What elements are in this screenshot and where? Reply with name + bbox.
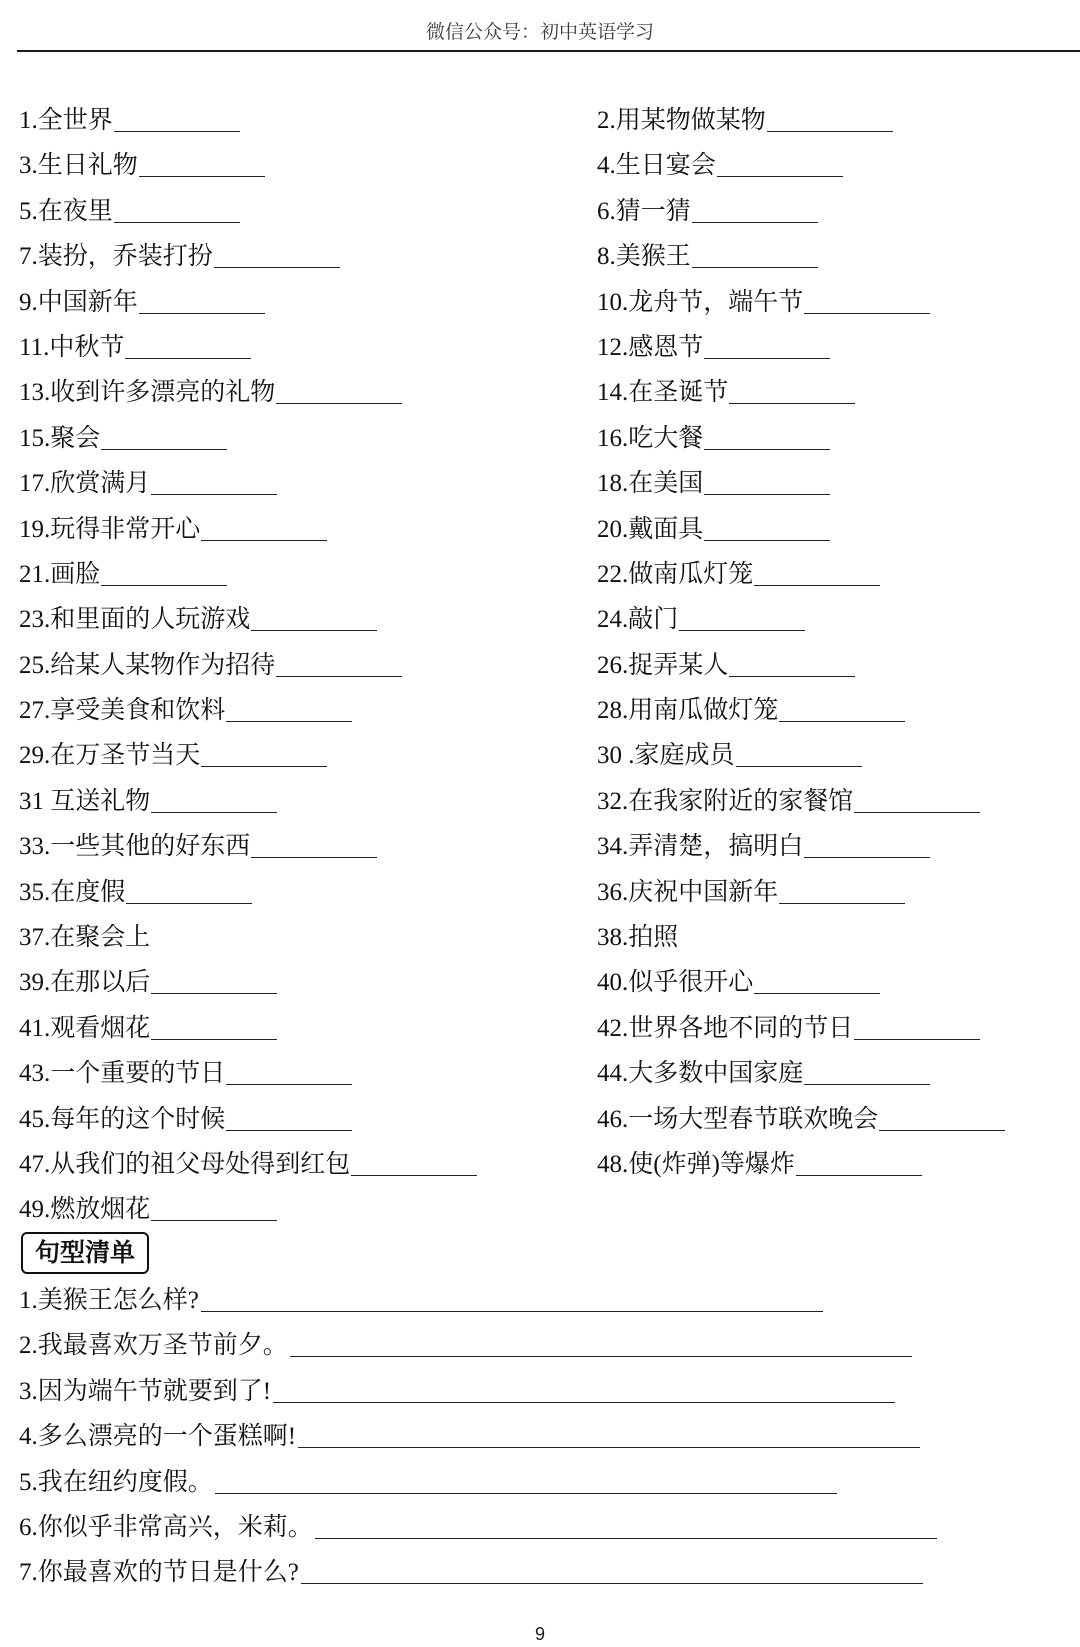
sentence-text: 7.你最喜欢的节日是什么? [19, 1559, 299, 1587]
answer-blank [754, 973, 880, 994]
phrase-item [19, 189, 597, 234]
answer-blank [717, 156, 843, 177]
phrase-item [597, 733, 1059, 778]
phrase-list [19, 98, 1059, 1233]
answer-blank [754, 565, 880, 586]
phrase-item [597, 189, 1059, 234]
phrase-item [597, 688, 1059, 733]
sentence-item [19, 1505, 1069, 1550]
answer-blank [125, 338, 251, 359]
phrase-text: 5.在夜里 [19, 197, 113, 225]
sentence-text: 5.我在纽约度假。 [19, 1468, 213, 1496]
phrase-item [597, 507, 1059, 552]
answer-blank [704, 429, 830, 450]
answer-blank [114, 111, 240, 132]
phrase-item [597, 915, 1059, 960]
phrase-text: 37.在聚会上 [19, 924, 151, 952]
phrase-text: 30 .家庭成员 [597, 742, 735, 770]
answer-blank [101, 565, 227, 586]
page-number: 9 [534, 1624, 545, 1644]
phrase-text: 20.戴面具 [597, 515, 704, 543]
answer-blank [692, 202, 818, 223]
phrase-item [19, 688, 597, 733]
answer-blank [139, 156, 265, 177]
phrase-text: 9.中国新年 [19, 288, 138, 316]
phrase-text: 22.做南瓜灯笼 [597, 560, 754, 588]
phrase-item [597, 143, 1059, 188]
page-header-title: 微信公众号：初中英语学习 [425, 22, 654, 43]
sentence-item [19, 1550, 1069, 1595]
phrase-text: 12.感恩节 [597, 333, 704, 361]
phrase-item [19, 507, 597, 552]
answer-blank [704, 474, 830, 495]
phrase-text: 32.在我家附近的家餐馆 [597, 787, 854, 815]
phrase-text: 31 互送礼物 [19, 787, 151, 815]
answer-blank [214, 247, 340, 268]
phrase-text: 7.装扮，乔装打扮 [19, 243, 213, 271]
phrase-text: 15.聚会 [19, 424, 101, 452]
phrase-text: 16.吃大餐 [597, 424, 704, 452]
phrase-text: 43.一个重要的节日 [19, 1060, 226, 1088]
section-heading: 句型清单 [21, 1232, 149, 1274]
phrase-text: 6.猜一猜 [597, 197, 691, 225]
answer-blank [804, 1064, 930, 1085]
sentence-list [19, 1278, 1069, 1596]
answer-blank [226, 1110, 352, 1131]
phrase-text: 14.在圣诞节 [597, 379, 729, 407]
phrase-text: 25.给某人某物作为招待 [19, 651, 276, 679]
phrase-item [19, 280, 597, 325]
phrase-item [19, 643, 597, 688]
phrase-text: 1.全世界 [19, 107, 113, 134]
answer-line [301, 1563, 923, 1584]
phrase-text: 49.燃放烟花 [19, 1196, 151, 1224]
answer-blank [251, 837, 377, 858]
phrase-item [597, 1006, 1059, 1051]
phrase-item [19, 461, 597, 506]
answer-blank [251, 610, 377, 631]
phrase-item [597, 416, 1059, 461]
phrase-item [19, 733, 597, 778]
phrase-item [597, 1142, 1059, 1187]
answer-line [201, 1291, 823, 1312]
phrase-text: 41.观看烟花 [19, 1014, 151, 1042]
sentence-item [19, 1460, 1069, 1505]
answer-blank [879, 1110, 1005, 1131]
phrase-item [597, 960, 1059, 1005]
answer-line [298, 1427, 920, 1448]
answer-blank [351, 1155, 477, 1176]
phrase-text: 40.似乎很开心 [597, 969, 754, 997]
phrase-item [19, 870, 597, 915]
phrase-text: 28.用南瓜做灯笼 [597, 697, 779, 725]
phrase-text: 4.生日宴会 [597, 152, 716, 180]
answer-blank [692, 247, 818, 268]
sentence-text: 6.你似乎非常高兴，米莉。 [19, 1513, 313, 1541]
phrase-text: 11.中秋节 [19, 333, 125, 361]
sentence-item [19, 1414, 1069, 1459]
answer-line [290, 1336, 912, 1357]
answer-blank [276, 656, 402, 677]
answer-blank [101, 429, 227, 450]
sentence-item [19, 1278, 1069, 1323]
answer-blank [767, 111, 893, 132]
phrase-text: 23.和里面的人玩游戏 [19, 606, 251, 634]
answer-blank [276, 383, 402, 404]
answer-blank [729, 383, 855, 404]
answer-blank [151, 1019, 277, 1040]
phrase-text: 29.在万圣节当天 [19, 742, 201, 770]
phrase-item [597, 98, 1059, 143]
phrase-item [19, 597, 597, 642]
phrase-item [19, 143, 597, 188]
phrase-item [597, 552, 1059, 597]
sentence-text: 4.多么漂亮的一个蛋糕啊! [19, 1423, 297, 1451]
answer-blank [126, 883, 252, 904]
phrase-item [19, 370, 597, 415]
phrase-item [597, 1051, 1059, 1096]
phrase-text: 35.在度假 [19, 878, 126, 906]
phrase-item [19, 552, 597, 597]
answer-blank [779, 883, 905, 904]
phrase-text: 39.在那以后 [19, 969, 151, 997]
answer-line [215, 1473, 837, 1494]
phrase-item [597, 280, 1059, 325]
answer-blank [226, 1064, 352, 1085]
answer-blank [114, 202, 240, 223]
answer-blank [804, 837, 930, 858]
answer-blank [854, 792, 980, 813]
answer-line [273, 1382, 895, 1403]
phrase-text: 33.一些其他的好东西 [19, 833, 251, 861]
phrase-item [19, 779, 597, 824]
phrase-text: 3.生日礼物 [19, 152, 138, 180]
answer-blank [151, 474, 277, 495]
phrase-text: 47.从我们的祖父母处得到红包 [19, 1150, 351, 1178]
phrase-text: 24.敲门 [597, 606, 679, 634]
phrase-item [19, 98, 597, 143]
sentence-text: 1.美猴王怎么样? [19, 1287, 199, 1314]
answer-blank [139, 293, 265, 314]
phrase-text: 17.欣赏满月 [19, 470, 151, 498]
phrase-text: 13.收到许多漂亮的礼物 [19, 379, 276, 407]
phrase-item [597, 370, 1059, 415]
phrase-item [597, 461, 1059, 506]
phrase-text: 19.玩得非常开心 [19, 515, 201, 543]
phrase-text: 42.世界各地不同的节日 [597, 1014, 854, 1042]
answer-blank [201, 520, 327, 541]
answer-blank [854, 1019, 980, 1040]
phrase-text: 26.捉弄某人 [597, 651, 729, 679]
phrase-item [19, 1051, 597, 1096]
answer-blank [151, 1200, 277, 1221]
phrase-text: 36.庆祝中国新年 [597, 878, 779, 906]
phrase-text: 48.使(炸弹)等爆炸 [597, 1150, 795, 1178]
phrase-text: 8.美猴王 [597, 243, 691, 271]
sentence-text: 2.我最喜欢万圣节前夕。 [19, 1332, 288, 1360]
sentence-item [19, 1323, 1069, 1368]
phrase-item [19, 1097, 597, 1142]
phrase-text: 2.用某物做某物 [597, 107, 766, 134]
phrase-item [597, 870, 1059, 915]
phrase-item [19, 416, 597, 461]
answer-blank [151, 973, 277, 994]
answer-blank [704, 520, 830, 541]
answer-blank [704, 338, 830, 359]
phrase-item [19, 824, 597, 869]
phrase-item [19, 234, 597, 279]
answer-blank [679, 610, 805, 631]
phrase-item [19, 1142, 597, 1187]
answer-blank [729, 656, 855, 677]
phrase-item [597, 779, 1059, 824]
phrase-item [597, 643, 1059, 688]
phrase-text: 34.弄清楚，搞明白 [597, 833, 804, 861]
phrase-text: 38.拍照 [597, 924, 679, 952]
answer-blank [201, 746, 327, 767]
phrase-item [19, 960, 597, 1005]
phrase-text: 18.在美国 [597, 470, 704, 498]
answer-blank [736, 746, 862, 767]
phrase-item [19, 1187, 597, 1232]
phrase-text: 46.一场大型春节联欢晚会 [597, 1105, 879, 1133]
phrase-item [19, 915, 597, 960]
phrase-item [597, 824, 1059, 869]
answer-blank [804, 293, 930, 314]
phrase-item [597, 597, 1059, 642]
answer-line [315, 1518, 937, 1539]
answer-blank [151, 792, 277, 813]
phrase-text: 27.享受美食和饮料 [19, 697, 226, 725]
sentence-item [19, 1369, 1069, 1414]
header-divider [17, 50, 1080, 52]
phrase-item [19, 325, 597, 370]
phrase-text: 44.大多数中国家庭 [597, 1060, 804, 1088]
phrase-text: 10.龙舟节，端午节 [597, 288, 804, 316]
phrase-item [597, 325, 1059, 370]
phrase-item [19, 1006, 597, 1051]
phrase-item [597, 234, 1059, 279]
phrase-item [597, 1097, 1059, 1142]
phrase-text: 21.画脸 [19, 560, 101, 588]
answer-blank [226, 701, 352, 722]
answer-blank [796, 1155, 922, 1176]
phrase-text: 45.每年的这个时候 [19, 1105, 226, 1133]
sentence-text: 3.因为端午节就要到了! [19, 1377, 272, 1405]
answer-blank [779, 701, 905, 722]
